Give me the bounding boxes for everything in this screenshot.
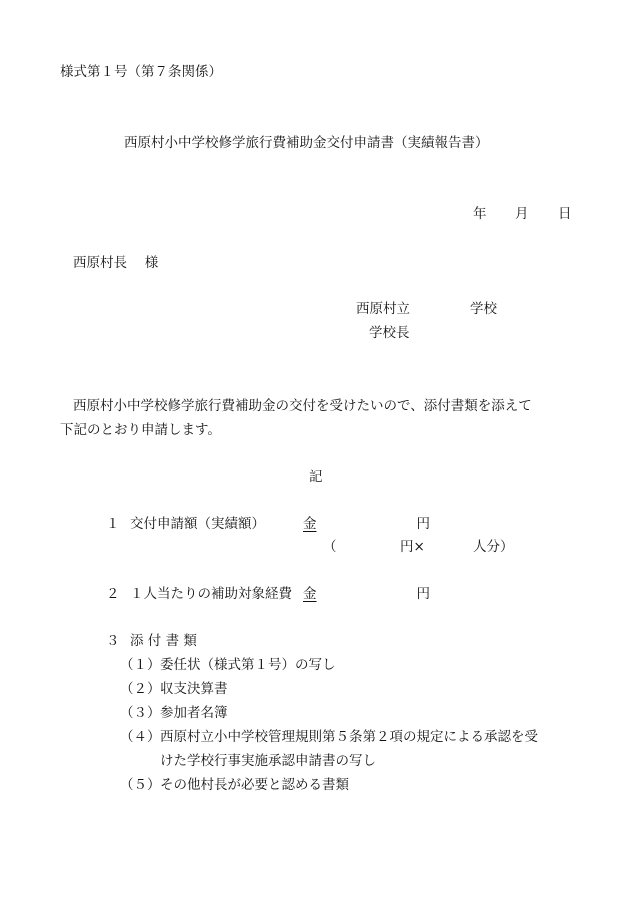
item2-label: １人当たりの補助対象経費 — [130, 586, 292, 602]
body-text-line-2: 下記のとおり申請します。 — [60, 422, 221, 438]
attachment-2-text: 収支決算書 — [160, 681, 228, 697]
form-number: 様式第１号（第７条関係） — [60, 64, 222, 80]
attachment-3-text: 参加者名簿 — [160, 705, 228, 721]
date-year-label: 年 — [473, 206, 487, 222]
attachment-4-text: 西原村立小中学校管理規則第５条第２項の規定による承認を受 — [160, 729, 538, 745]
ki-heading: 記 — [309, 469, 323, 485]
body-text-line-1: 西原村小中学校修学旅行費補助金の交付を受けたいので、添付書類を添えて — [73, 398, 532, 414]
item2-amount-field — [303, 588, 430, 602]
item1-amount-field — [303, 518, 430, 532]
attachment-5-text: その他村長が必要と認める書類 — [160, 777, 349, 793]
applicant-principal: 学校長 — [369, 325, 410, 341]
item1-people-suffix: 人分） — [473, 539, 514, 555]
addressee: 西原村長 様 — [73, 255, 159, 271]
item1-per-unit: 円× — [400, 539, 425, 555]
date-day-label: 日 — [558, 206, 572, 222]
document-title: 西原村小中学校修学旅行費補助金交付申請書（実績報告書） — [124, 135, 489, 151]
attachment-4-continuation: けた学校行事実施承認申請書の写し — [160, 753, 376, 769]
item1-amount-prefix: 金 — [303, 516, 317, 532]
attachment-1-number: （１） — [120, 657, 161, 673]
attachment-2-number: （２） — [120, 681, 161, 697]
item2-amount-prefix: 金 — [303, 586, 317, 602]
applicant-school-suffix: 学校 — [470, 301, 497, 317]
attachment-1-text: 委任状（様式第１号）の写し — [160, 657, 336, 673]
attachment-4-number: （４） — [120, 729, 161, 745]
date-month-label: 月 — [515, 206, 529, 222]
item2-amount-unit: 円 — [416, 586, 430, 602]
item1-label: 交付申請額（実績額） — [130, 516, 265, 532]
item3-number: ３ — [106, 633, 120, 649]
applicant-school-prefix: 西原村立 — [356, 301, 410, 317]
attachment-5-number: （５） — [120, 777, 161, 793]
item3-label: 添 付 書 類 — [130, 633, 197, 649]
item2-number: ２ — [106, 586, 120, 602]
attachment-3-number: （３） — [120, 705, 161, 721]
item1-open-paren: （ — [323, 539, 337, 555]
item1-number: １ — [106, 516, 120, 532]
item1-amount-unit: 円 — [416, 516, 430, 532]
